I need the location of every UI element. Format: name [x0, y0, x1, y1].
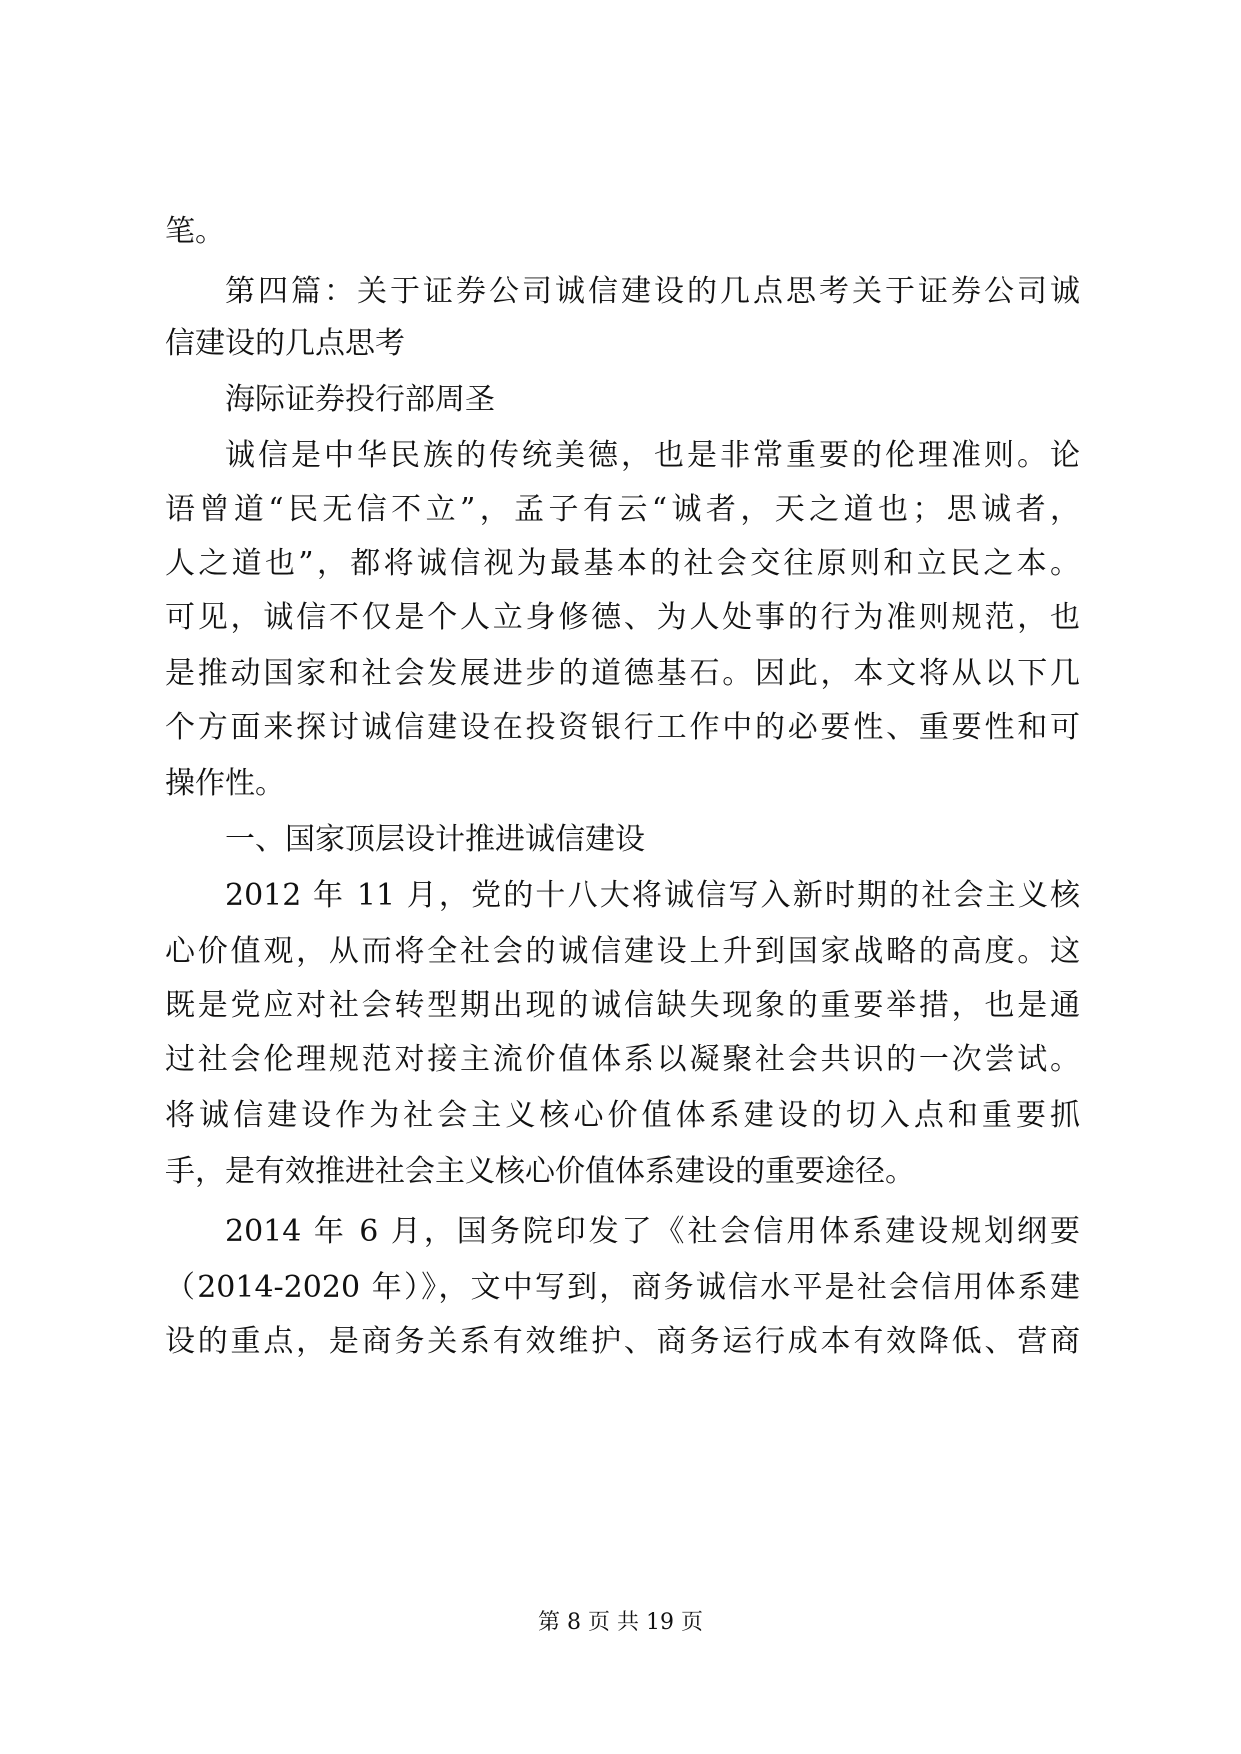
text-line: （2014-2020 年）》，文中写到，商务诚信水平是社会信用体系建 [165, 1270, 1080, 1305]
text-line: 诚信是中华民族的传统美德，也是非常重要的伦理准则。论 [225, 438, 1080, 473]
text-line: 人之道也”，都将诚信视为最基本的社会交往原则和立民之本。 [165, 546, 1080, 581]
section-title-line: 第四篇：关于证券公司诚信建设的几点思考关于证券公司诚 [225, 274, 1080, 309]
section-title-line: 信建设的几点思考 [165, 326, 405, 361]
text-line: 心价值观，从而将全社会的诚信建设上升到国家战略的高度。这 [165, 934, 1080, 969]
text-line: 笔。 [165, 214, 225, 249]
author-line: 海际证券投行部周圣 [225, 382, 495, 417]
text-line: 将诚信建设作为社会主义核心价值体系建设的切入点和重要抓 [165, 1098, 1080, 1133]
text-line: 手，是有效推进社会主义核心价值体系建设的重要途径。 [165, 1154, 915, 1189]
text-line: 语曾道“民无信不立”，孟子有云“诚者，天之道也；思诚者， [165, 492, 1080, 527]
text-line: 2012 年 11 月，党的十八大将诚信写入新时期的社会主义核 [225, 878, 1080, 913]
page-number-footer: 第 8 页 共 19 页 [538, 1610, 703, 1635]
text-line: 是推动国家和社会发展进步的道德基石。因此，本文将从以下几 [165, 656, 1080, 691]
text-line: 既是党应对社会转型期出现的诚信缺失现象的重要举措，也是通 [165, 988, 1080, 1023]
text-line: 设的重点，是商务关系有效维护、商务运行成本有效降低、营商 [165, 1324, 1080, 1359]
text-line: 可见，诚信不仅是个人立身修德、为人处事的行为准则规范，也 [165, 600, 1080, 635]
text-line: 2014 年 6 月，国务院印发了《社会信用体系建设规划纲要 [225, 1214, 1080, 1249]
section-heading: 一、国家顶层设计推进诚信建设 [225, 822, 645, 857]
text-line: 操作性。 [165, 766, 285, 801]
text-line: 过社会伦理规范对接主流价值体系以凝聚社会共识的一次尝试。 [165, 1042, 1080, 1077]
text-line: 个方面来探讨诚信建设在投资银行工作中的必要性、重要性和可 [165, 710, 1080, 745]
